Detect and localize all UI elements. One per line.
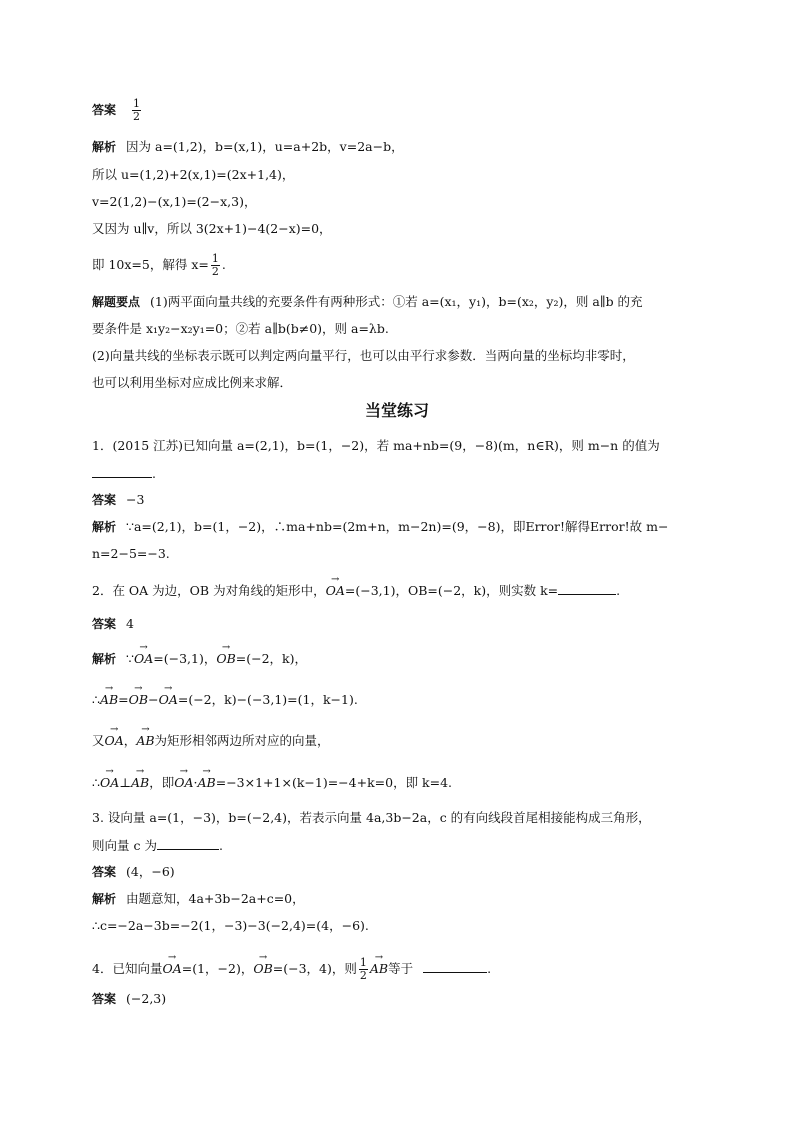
q2-analysis-line-4: ∴→ OA⊥→ AB，即→ OA·→ AB=−3×1+1×(k−1)=−4+k=0，即 k=4. — [92, 777, 452, 790]
vector-OB: → OB — [216, 653, 235, 666]
q3-answer: 答案 (4，−6) — [92, 864, 175, 879]
analysis-line-1: 解析 因为 a=(1,2)，b=(x,1)，u=a+2b，v=2a−b， — [92, 139, 404, 154]
vector-OA: → OA — [105, 735, 124, 748]
vector-OA: → OA — [100, 777, 119, 790]
q1-answer-blank — [92, 467, 152, 478]
x-fraction: $\frac{1}{2}$ — [211, 252, 219, 279]
q2-answer-blank — [558, 584, 616, 595]
q1-analysis-line-2: n=2−5=−3. — [92, 546, 170, 561]
q4-stem: 4．已知向量→ OA=(1，−2)，→ OB=(−3，4)，则 $\frac{1}{2}$ → AB等于 . — [92, 957, 491, 982]
analysis-line-2: 所以 u=(1,2)+2(x,1)=(2x+1,4)， — [92, 167, 295, 182]
vector-AB: → AB — [100, 694, 118, 707]
vector-OA: → OA — [159, 694, 178, 707]
q1-analysis-line-1: 解析 ∵a=(2,1)，b=(1，−2)，∴ma+nb=(2m+n，m−2n)=(9，−8)，即Error!解得Error!故 m− — [92, 519, 669, 534]
half-fraction: $\frac{1}{2}$ — [359, 956, 367, 983]
answer-label: 答案 — [92, 103, 117, 118]
q1-blank-line: . — [92, 467, 156, 481]
vector-AB: → AB — [198, 777, 216, 790]
q3-analysis-line-1: 解析 由题意知，4a+3b−2a+c=0， — [92, 891, 305, 906]
q3-answer-blank — [157, 839, 219, 850]
q4-answer-blank — [423, 962, 487, 973]
q4-answer: 答案 (−2,3) — [92, 991, 167, 1006]
vector-OA: → OA — [174, 777, 193, 790]
key-points-line-4: 也可以利用坐标对应成比例来求解． — [92, 375, 293, 390]
vector-OA: → OA — [162, 963, 181, 976]
key-points-line-2: 要条件是 x₁y₂−x₂y₁=0；②若 a∥b(b≠0)，则 a=λb. — [92, 321, 389, 336]
answer-fraction: $\frac{1}{2}$ — [133, 97, 140, 124]
key-points-line-3: (2)向量共线的坐标表示既可以判定两向量平行，也可以由平行求参数．当两向量的坐标均非零时， — [92, 348, 635, 363]
vector-OA: → OA — [326, 585, 345, 598]
q3-analysis-line-2: ∴c=−2a−3b=−2(1，−3)−3(−2,4)=(4，−6). — [92, 918, 369, 933]
section-title: 当堂练习 — [364, 401, 429, 420]
q2-analysis-line-2: ∴→ AB=→ OB−→ OA=(−2，k)−(−3,1)=(1，k−1). — [92, 694, 358, 707]
key-points-line-1: 解题要点 (1)两平面向量共线的充要条件有两种形式：①若 a=(x₁，y₁)，b=(x₂，y₂)，则 a∥b 的充 — [92, 294, 643, 309]
analysis-label: 解析 — [92, 140, 117, 154]
q2-answer: 答案 4 — [92, 616, 134, 631]
vector-OB: → OB — [129, 694, 148, 707]
analysis-line-3: v=2(1,2)−(x,1)=(2−x,3)， — [92, 194, 257, 209]
q3-stem-line-2: 则向量 c 为 . — [92, 838, 223, 853]
vector-AB: → AB — [131, 777, 149, 790]
vector-AB: → AB — [136, 735, 154, 748]
answer-line-1 — [92, 98, 143, 123]
analysis-line-4: 又因为 u∥v，所以 3(2x+1)−4(2−x)=0， — [92, 221, 332, 236]
analysis-line-5: 即 10x=5，解得 x= $\frac{1}{2}$ . — [92, 252, 226, 279]
q2-stem: 2．在 OA 为边，OB 为对角线的矩形中，→ OA=(−3,1)，OB=(−2，k)，则实数 k= . — [92, 584, 620, 598]
q3-stem-line-1: 3. 设向量 a=(1，−3)，b=(−2,4)，若表示向量 4a,3b−2a，c 的有向线段首尾相接能构成三角形， — [92, 810, 651, 825]
vector-OA: → OA — [134, 653, 153, 666]
vector-OB: → OB — [253, 963, 272, 976]
q1-stem: 1．(2015 江苏)已知向量 a=(2,1)，b=(1，−2)，若 ma+nb=(9，−8)(m，n∈R)，则 m−n 的值为 — [92, 438, 660, 453]
vector-AB: → AB — [370, 963, 388, 976]
key-points-label: 解题要点 — [92, 295, 141, 309]
q1-answer: 答案 −3 — [92, 492, 145, 507]
q2-analysis-line-1: 解析 ∵→ OA=(−3,1)，→ OB=(−2，k)， — [92, 653, 307, 666]
q2-analysis-line-3: 又→ OA，→ AB为矩形相邻两边所对应的向量， — [92, 735, 330, 748]
